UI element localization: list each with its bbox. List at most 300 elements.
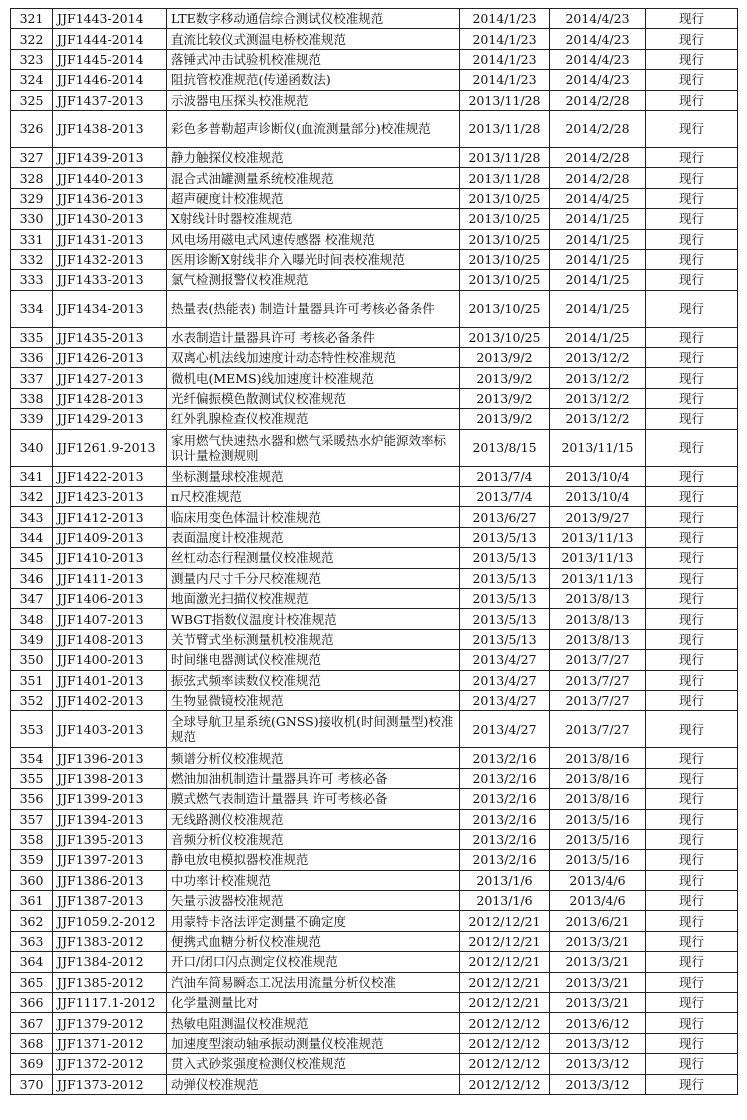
standard-name: 光纤偏振模色散测试仪校准规范 bbox=[167, 388, 460, 408]
standard-name: 静力触探仪校准规范 bbox=[167, 147, 460, 167]
standard-code: JJF1400-2013 bbox=[53, 650, 167, 670]
standard-code: JJF1443-2014 bbox=[53, 9, 167, 29]
standard-code: JJF1261.9-2013 bbox=[53, 429, 167, 466]
standard-name: 生物显微镜校准规范 bbox=[167, 690, 460, 710]
status-cell: 现行 bbox=[646, 809, 738, 829]
status-cell: 现行 bbox=[646, 1074, 738, 1094]
effective-date: 2013/3/12 bbox=[550, 1054, 646, 1074]
status-cell: 现行 bbox=[646, 147, 738, 167]
effective-date: 2013/4/6 bbox=[550, 870, 646, 890]
issue-date: 2013/10/25 bbox=[460, 188, 550, 208]
row-number: 363 bbox=[11, 931, 53, 951]
effective-date: 2013/11/15 bbox=[550, 429, 646, 466]
effective-date: 2013/12/2 bbox=[550, 368, 646, 388]
table-row bbox=[11, 993, 738, 1013]
table-row bbox=[11, 290, 738, 327]
standard-code: JJF1398-2013 bbox=[53, 768, 167, 788]
standard-name: 频谱分析仪校准规范 bbox=[167, 748, 460, 768]
issue-date: 2013/4/27 bbox=[460, 650, 550, 670]
row-number: 340 bbox=[11, 429, 53, 466]
standard-name: 开口/闭口闪点测定仪校准规范 bbox=[167, 952, 460, 972]
issue-date: 2013/6/27 bbox=[460, 507, 550, 527]
standard-code: JJF1394-2013 bbox=[53, 809, 167, 829]
row-number: 360 bbox=[11, 870, 53, 890]
standard-name: 示波器电压探头校准规范 bbox=[167, 90, 460, 110]
issue-date: 2012/12/21 bbox=[460, 972, 550, 992]
status-cell: 现行 bbox=[646, 748, 738, 768]
row-number: 368 bbox=[11, 1033, 53, 1053]
effective-date: 2013/3/21 bbox=[550, 931, 646, 951]
row-number: 366 bbox=[11, 993, 53, 1013]
standards-table bbox=[10, 8, 738, 1095]
standards-table-body bbox=[11, 9, 738, 1095]
issue-date: 2013/10/25 bbox=[460, 209, 550, 229]
table-row bbox=[11, 670, 738, 690]
row-number: 323 bbox=[11, 49, 53, 69]
status-cell: 现行 bbox=[646, 768, 738, 788]
standard-name: 红外乳腺检查仪校准规范 bbox=[167, 409, 460, 429]
effective-date: 2013/8/16 bbox=[550, 768, 646, 788]
standard-name: 汽油车简易瞬态工况法用流量分析仪校准 bbox=[167, 972, 460, 992]
issue-date: 2012/12/21 bbox=[460, 952, 550, 972]
issue-date: 2012/12/12 bbox=[460, 1074, 550, 1094]
effective-date: 2013/10/4 bbox=[550, 487, 646, 507]
status-cell: 现行 bbox=[646, 911, 738, 931]
row-number: 353 bbox=[11, 711, 53, 748]
status-cell: 现行 bbox=[646, 70, 738, 90]
issue-date: 2013/4/27 bbox=[460, 690, 550, 710]
status-cell: 现行 bbox=[646, 952, 738, 972]
standard-code: JJF1422-2013 bbox=[53, 466, 167, 486]
row-number: 349 bbox=[11, 629, 53, 649]
row-number: 331 bbox=[11, 229, 53, 249]
standard-code: JJF1412-2013 bbox=[53, 507, 167, 527]
standard-name: 全球导航卫星系统(GNSS)接收机(时间测量型)校准规范 bbox=[167, 711, 460, 748]
table-row bbox=[11, 952, 738, 972]
table-row bbox=[11, 507, 738, 527]
table-row bbox=[11, 711, 738, 748]
effective-date: 2013/3/12 bbox=[550, 1033, 646, 1053]
table-row bbox=[11, 168, 738, 188]
issue-date: 2013/10/25 bbox=[460, 249, 550, 269]
issue-date: 2013/11/28 bbox=[460, 90, 550, 110]
status-cell: 现行 bbox=[646, 690, 738, 710]
standards-table-page bbox=[10, 8, 737, 1095]
issue-date: 2013/8/15 bbox=[460, 429, 550, 466]
effective-date: 2013/11/13 bbox=[550, 527, 646, 547]
standard-name: 膜式燃气表制造计量器具 许可考核必备 bbox=[167, 789, 460, 809]
standard-name: 燃油加油机制造计量器具许可 考核必备 bbox=[167, 768, 460, 788]
effective-date: 2013/8/13 bbox=[550, 629, 646, 649]
row-number: 347 bbox=[11, 588, 53, 608]
effective-date: 2014/2/28 bbox=[550, 168, 646, 188]
standard-code: JJF1429-2013 bbox=[53, 409, 167, 429]
table-row bbox=[11, 829, 738, 849]
status-cell: 现行 bbox=[646, 409, 738, 429]
row-number: 359 bbox=[11, 850, 53, 870]
status-cell: 现行 bbox=[646, 548, 738, 568]
status-cell: 现行 bbox=[646, 789, 738, 809]
effective-date: 2013/3/21 bbox=[550, 952, 646, 972]
standard-code: JJF1383-2012 bbox=[53, 931, 167, 951]
row-number: 362 bbox=[11, 911, 53, 931]
table-row bbox=[11, 49, 738, 69]
row-number: 358 bbox=[11, 829, 53, 849]
table-row bbox=[11, 609, 738, 629]
issue-date: 2012/12/21 bbox=[460, 931, 550, 951]
table-row bbox=[11, 270, 738, 290]
table-row bbox=[11, 209, 738, 229]
status-cell: 现行 bbox=[646, 168, 738, 188]
issue-date: 2013/2/16 bbox=[460, 789, 550, 809]
issue-date: 2012/12/21 bbox=[460, 911, 550, 931]
status-cell: 现行 bbox=[646, 466, 738, 486]
row-number: 328 bbox=[11, 168, 53, 188]
table-row bbox=[11, 1054, 738, 1074]
standard-name: 水表制造计量器具许可 考核必备条件 bbox=[167, 327, 460, 347]
standard-name: 中功率计校准规范 bbox=[167, 870, 460, 890]
effective-date: 2013/9/27 bbox=[550, 507, 646, 527]
effective-date: 2014/4/25 bbox=[550, 188, 646, 208]
issue-date: 2013/2/16 bbox=[460, 829, 550, 849]
table-row bbox=[11, 348, 738, 368]
issue-date: 2013/11/28 bbox=[460, 110, 550, 147]
table-row bbox=[11, 188, 738, 208]
table-row bbox=[11, 249, 738, 269]
standard-name: 混合式油罐测量系统校准规范 bbox=[167, 168, 460, 188]
table-row bbox=[11, 1013, 738, 1033]
status-cell: 现行 bbox=[646, 9, 738, 29]
standard-code: JJF1438-2013 bbox=[53, 110, 167, 147]
row-number: 364 bbox=[11, 952, 53, 972]
table-row bbox=[11, 650, 738, 670]
table-row bbox=[11, 1033, 738, 1053]
issue-date: 2013/10/25 bbox=[460, 290, 550, 327]
status-cell: 现行 bbox=[646, 348, 738, 368]
status-cell: 现行 bbox=[646, 90, 738, 110]
effective-date: 2013/7/27 bbox=[550, 711, 646, 748]
status-cell: 现行 bbox=[646, 850, 738, 870]
effective-date: 2013/8/13 bbox=[550, 588, 646, 608]
effective-date: 2013/8/16 bbox=[550, 748, 646, 768]
status-cell: 现行 bbox=[646, 249, 738, 269]
issue-date: 2013/11/28 bbox=[460, 147, 550, 167]
status-cell: 现行 bbox=[646, 1054, 738, 1074]
table-row bbox=[11, 409, 738, 429]
effective-date: 2013/6/12 bbox=[550, 1013, 646, 1033]
issue-date: 2013/10/25 bbox=[460, 270, 550, 290]
standard-code: JJF1395-2013 bbox=[53, 829, 167, 849]
table-row bbox=[11, 327, 738, 347]
standard-code: JJF1372-2012 bbox=[53, 1054, 167, 1074]
standard-name: 丝杠动态行程测量仪校准规范 bbox=[167, 548, 460, 568]
standard-code: JJF1385-2012 bbox=[53, 972, 167, 992]
status-cell: 现行 bbox=[646, 609, 738, 629]
status-cell: 现行 bbox=[646, 568, 738, 588]
effective-date: 2014/4/23 bbox=[550, 29, 646, 49]
table-row bbox=[11, 147, 738, 167]
row-number: 350 bbox=[11, 650, 53, 670]
row-number: 336 bbox=[11, 348, 53, 368]
standard-name: 坐标测量球校准规范 bbox=[167, 466, 460, 486]
standard-name: 贯入式砂浆强度检测仪校准规范 bbox=[167, 1054, 460, 1074]
standard-code: JJF1373-2012 bbox=[53, 1074, 167, 1094]
issue-date: 2013/1/6 bbox=[460, 870, 550, 890]
standard-code: JJF1408-2013 bbox=[53, 629, 167, 649]
standard-code: JJF1435-2013 bbox=[53, 327, 167, 347]
issue-date: 2013/4/27 bbox=[460, 670, 550, 690]
standard-code: JJF1430-2013 bbox=[53, 209, 167, 229]
status-cell: 现行 bbox=[646, 229, 738, 249]
standard-name: 彩色多普勒超声诊断仪(血流测量部分)校准规范 bbox=[167, 110, 460, 147]
effective-date: 2013/3/21 bbox=[550, 972, 646, 992]
standard-code: JJF1399-2013 bbox=[53, 789, 167, 809]
standard-name: 无线路测仪校准规范 bbox=[167, 809, 460, 829]
status-cell: 现行 bbox=[646, 829, 738, 849]
standard-name: 地面激光扫描仪校准规范 bbox=[167, 588, 460, 608]
row-number: 351 bbox=[11, 670, 53, 690]
status-cell: 现行 bbox=[646, 290, 738, 327]
table-row bbox=[11, 931, 738, 951]
row-number: 355 bbox=[11, 768, 53, 788]
issue-date: 2013/5/13 bbox=[460, 527, 550, 547]
effective-date: 2013/8/16 bbox=[550, 789, 646, 809]
status-cell: 现行 bbox=[646, 670, 738, 690]
standard-name: 风电场用磁电式风速传感器 校准规范 bbox=[167, 229, 460, 249]
table-row bbox=[11, 110, 738, 147]
table-row bbox=[11, 9, 738, 29]
standard-code: JJF1396-2013 bbox=[53, 748, 167, 768]
row-number: 326 bbox=[11, 110, 53, 147]
effective-date: 2013/12/2 bbox=[550, 348, 646, 368]
standard-name: 表面温度计校准规范 bbox=[167, 527, 460, 547]
issue-date: 2013/5/13 bbox=[460, 629, 550, 649]
standard-name: 振弦式频率读数仪校准规范 bbox=[167, 670, 460, 690]
standard-name: 音频分析仪校准规范 bbox=[167, 829, 460, 849]
row-number: 370 bbox=[11, 1074, 53, 1094]
row-number: 334 bbox=[11, 290, 53, 327]
effective-date: 2014/1/25 bbox=[550, 249, 646, 269]
effective-date: 2013/5/16 bbox=[550, 809, 646, 829]
standard-name: 微机电(MEMS)线加速度计校准规范 bbox=[167, 368, 460, 388]
status-cell: 现行 bbox=[646, 188, 738, 208]
row-number: 329 bbox=[11, 188, 53, 208]
standard-code: JJF1410-2013 bbox=[53, 548, 167, 568]
issue-date: 2012/12/12 bbox=[460, 1013, 550, 1033]
row-number: 352 bbox=[11, 690, 53, 710]
standard-code: JJF1402-2013 bbox=[53, 690, 167, 710]
effective-date: 2014/2/28 bbox=[550, 147, 646, 167]
table-row bbox=[11, 748, 738, 768]
row-number: 338 bbox=[11, 388, 53, 408]
table-row bbox=[11, 768, 738, 788]
standard-code: JJF1436-2013 bbox=[53, 188, 167, 208]
issue-date: 2013/9/2 bbox=[460, 388, 550, 408]
standard-code: JJF1433-2013 bbox=[53, 270, 167, 290]
effective-date: 2013/4/6 bbox=[550, 891, 646, 911]
effective-date: 2014/1/25 bbox=[550, 270, 646, 290]
issue-date: 2013/1/6 bbox=[460, 891, 550, 911]
row-number: 348 bbox=[11, 609, 53, 629]
standard-code: JJF1387-2013 bbox=[53, 891, 167, 911]
issue-date: 2013/2/16 bbox=[460, 748, 550, 768]
issue-date: 2012/12/12 bbox=[460, 1033, 550, 1053]
standard-name: 测量内尺寸千分尺校准规范 bbox=[167, 568, 460, 588]
table-row bbox=[11, 527, 738, 547]
table-row bbox=[11, 972, 738, 992]
table-row bbox=[11, 466, 738, 486]
status-cell: 现行 bbox=[646, 629, 738, 649]
effective-date: 2014/4/23 bbox=[550, 70, 646, 90]
standard-name: 便携式血糖分析仪校准规范 bbox=[167, 931, 460, 951]
standard-name: 氯气检测报警仪校准规范 bbox=[167, 270, 460, 290]
row-number: 322 bbox=[11, 29, 53, 49]
status-cell: 现行 bbox=[646, 209, 738, 229]
effective-date: 2013/8/13 bbox=[550, 609, 646, 629]
issue-date: 2014/1/23 bbox=[460, 49, 550, 69]
standard-code: JJF1437-2013 bbox=[53, 90, 167, 110]
status-cell: 现行 bbox=[646, 711, 738, 748]
issue-date: 2014/1/23 bbox=[460, 29, 550, 49]
standard-name: 双离心机法线加速度计动态特性校准规范 bbox=[167, 348, 460, 368]
effective-date: 2013/3/12 bbox=[550, 1074, 646, 1094]
issue-date: 2012/12/12 bbox=[460, 1054, 550, 1074]
standard-code: JJF1397-2013 bbox=[53, 850, 167, 870]
issue-date: 2013/5/13 bbox=[460, 609, 550, 629]
table-row bbox=[11, 388, 738, 408]
standard-name: 直流比较仪式测温电桥校准规范 bbox=[167, 29, 460, 49]
issue-date: 2013/9/2 bbox=[460, 368, 550, 388]
row-number: 327 bbox=[11, 147, 53, 167]
issue-date: 2013/7/4 bbox=[460, 487, 550, 507]
standard-name: LTE数字移动通信综合测试仪校准规范 bbox=[167, 9, 460, 29]
status-cell: 现行 bbox=[646, 487, 738, 507]
status-cell: 现行 bbox=[646, 931, 738, 951]
table-row bbox=[11, 629, 738, 649]
standard-code: JJF1444-2014 bbox=[53, 29, 167, 49]
row-number: 361 bbox=[11, 891, 53, 911]
standard-code: JJF1117.1-2012 bbox=[53, 993, 167, 1013]
issue-date: 2013/5/13 bbox=[460, 548, 550, 568]
issue-date: 2013/7/4 bbox=[460, 466, 550, 486]
table-row bbox=[11, 588, 738, 608]
standard-code: JJF1440-2013 bbox=[53, 168, 167, 188]
row-number: 339 bbox=[11, 409, 53, 429]
standard-name: X射线计时器校准规范 bbox=[167, 209, 460, 229]
standard-code: JJF1384-2012 bbox=[53, 952, 167, 972]
effective-date: 2013/5/16 bbox=[550, 829, 646, 849]
table-row bbox=[11, 90, 738, 110]
effective-date: 2013/7/27 bbox=[550, 650, 646, 670]
status-cell: 现行 bbox=[646, 527, 738, 547]
standard-code: JJF1427-2013 bbox=[53, 368, 167, 388]
table-row bbox=[11, 809, 738, 829]
standard-name: 热敏电阻测温仪校准规范 bbox=[167, 1013, 460, 1033]
row-number: 344 bbox=[11, 527, 53, 547]
row-number: 337 bbox=[11, 368, 53, 388]
row-number: 365 bbox=[11, 972, 53, 992]
effective-date: 2013/10/4 bbox=[550, 466, 646, 486]
effective-date: 2013/7/27 bbox=[550, 690, 646, 710]
effective-date: 2013/12/2 bbox=[550, 409, 646, 429]
table-row bbox=[11, 429, 738, 466]
effective-date: 2014/4/23 bbox=[550, 9, 646, 29]
table-row bbox=[11, 70, 738, 90]
table-row bbox=[11, 891, 738, 911]
standard-code: JJF1059.2-2012 bbox=[53, 911, 167, 931]
standard-code: JJF1386-2013 bbox=[53, 870, 167, 890]
effective-date: 2014/1/25 bbox=[550, 327, 646, 347]
row-number: 357 bbox=[11, 809, 53, 829]
row-number: 367 bbox=[11, 1013, 53, 1033]
issue-date: 2013/11/28 bbox=[460, 168, 550, 188]
table-row bbox=[11, 568, 738, 588]
table-row bbox=[11, 368, 738, 388]
issue-date: 2013/2/16 bbox=[460, 850, 550, 870]
standard-name: 加速度型滚动轴承振动测量仪校准规范 bbox=[167, 1033, 460, 1053]
issue-date: 2013/9/2 bbox=[460, 348, 550, 368]
standard-name: 阻抗管校准规范(传递函数法) bbox=[167, 70, 460, 90]
table-row bbox=[11, 690, 738, 710]
effective-date: 2014/1/25 bbox=[550, 209, 646, 229]
status-cell: 现行 bbox=[646, 870, 738, 890]
standard-code: JJF1371-2012 bbox=[53, 1033, 167, 1053]
issue-date: 2013/5/13 bbox=[460, 588, 550, 608]
table-row bbox=[11, 29, 738, 49]
row-number: 342 bbox=[11, 487, 53, 507]
status-cell: 现行 bbox=[646, 1013, 738, 1033]
row-number: 330 bbox=[11, 209, 53, 229]
row-number: 321 bbox=[11, 9, 53, 29]
standard-code: JJF1379-2012 bbox=[53, 1013, 167, 1033]
standard-code: JJF1428-2013 bbox=[53, 388, 167, 408]
standard-code: JJF1432-2013 bbox=[53, 249, 167, 269]
standard-code: JJF1401-2013 bbox=[53, 670, 167, 690]
status-cell: 现行 bbox=[646, 368, 738, 388]
standard-name: 矢量示波器校准规范 bbox=[167, 891, 460, 911]
status-cell: 现行 bbox=[646, 650, 738, 670]
row-number: 346 bbox=[11, 568, 53, 588]
issue-date: 2013/2/16 bbox=[460, 809, 550, 829]
standard-name: 化学量测量比对 bbox=[167, 993, 460, 1013]
table-row bbox=[11, 1074, 738, 1094]
standard-code: JJF1431-2013 bbox=[53, 229, 167, 249]
status-cell: 现行 bbox=[646, 270, 738, 290]
table-row bbox=[11, 850, 738, 870]
standard-name: 关节臂式坐标测量机校准规范 bbox=[167, 629, 460, 649]
effective-date: 2013/3/21 bbox=[550, 993, 646, 1013]
standard-code: JJF1445-2014 bbox=[53, 49, 167, 69]
effective-date: 2013/7/27 bbox=[550, 670, 646, 690]
table-row bbox=[11, 229, 738, 249]
standard-code: JJF1406-2013 bbox=[53, 588, 167, 608]
effective-date: 2014/4/23 bbox=[550, 49, 646, 69]
status-cell: 现行 bbox=[646, 429, 738, 466]
status-cell: 现行 bbox=[646, 388, 738, 408]
issue-date: 2013/5/13 bbox=[460, 568, 550, 588]
row-number: 332 bbox=[11, 249, 53, 269]
row-number: 343 bbox=[11, 507, 53, 527]
effective-date: 2013/12/2 bbox=[550, 388, 646, 408]
status-cell: 现行 bbox=[646, 507, 738, 527]
row-number: 356 bbox=[11, 789, 53, 809]
standard-name: 落锤式冲击试验机校准规范 bbox=[167, 49, 460, 69]
effective-date: 2014/1/25 bbox=[550, 290, 646, 327]
effective-date: 2013/11/13 bbox=[550, 548, 646, 568]
effective-date: 2013/11/13 bbox=[550, 568, 646, 588]
issue-date: 2013/10/25 bbox=[460, 229, 550, 249]
standard-code: JJF1423-2013 bbox=[53, 487, 167, 507]
